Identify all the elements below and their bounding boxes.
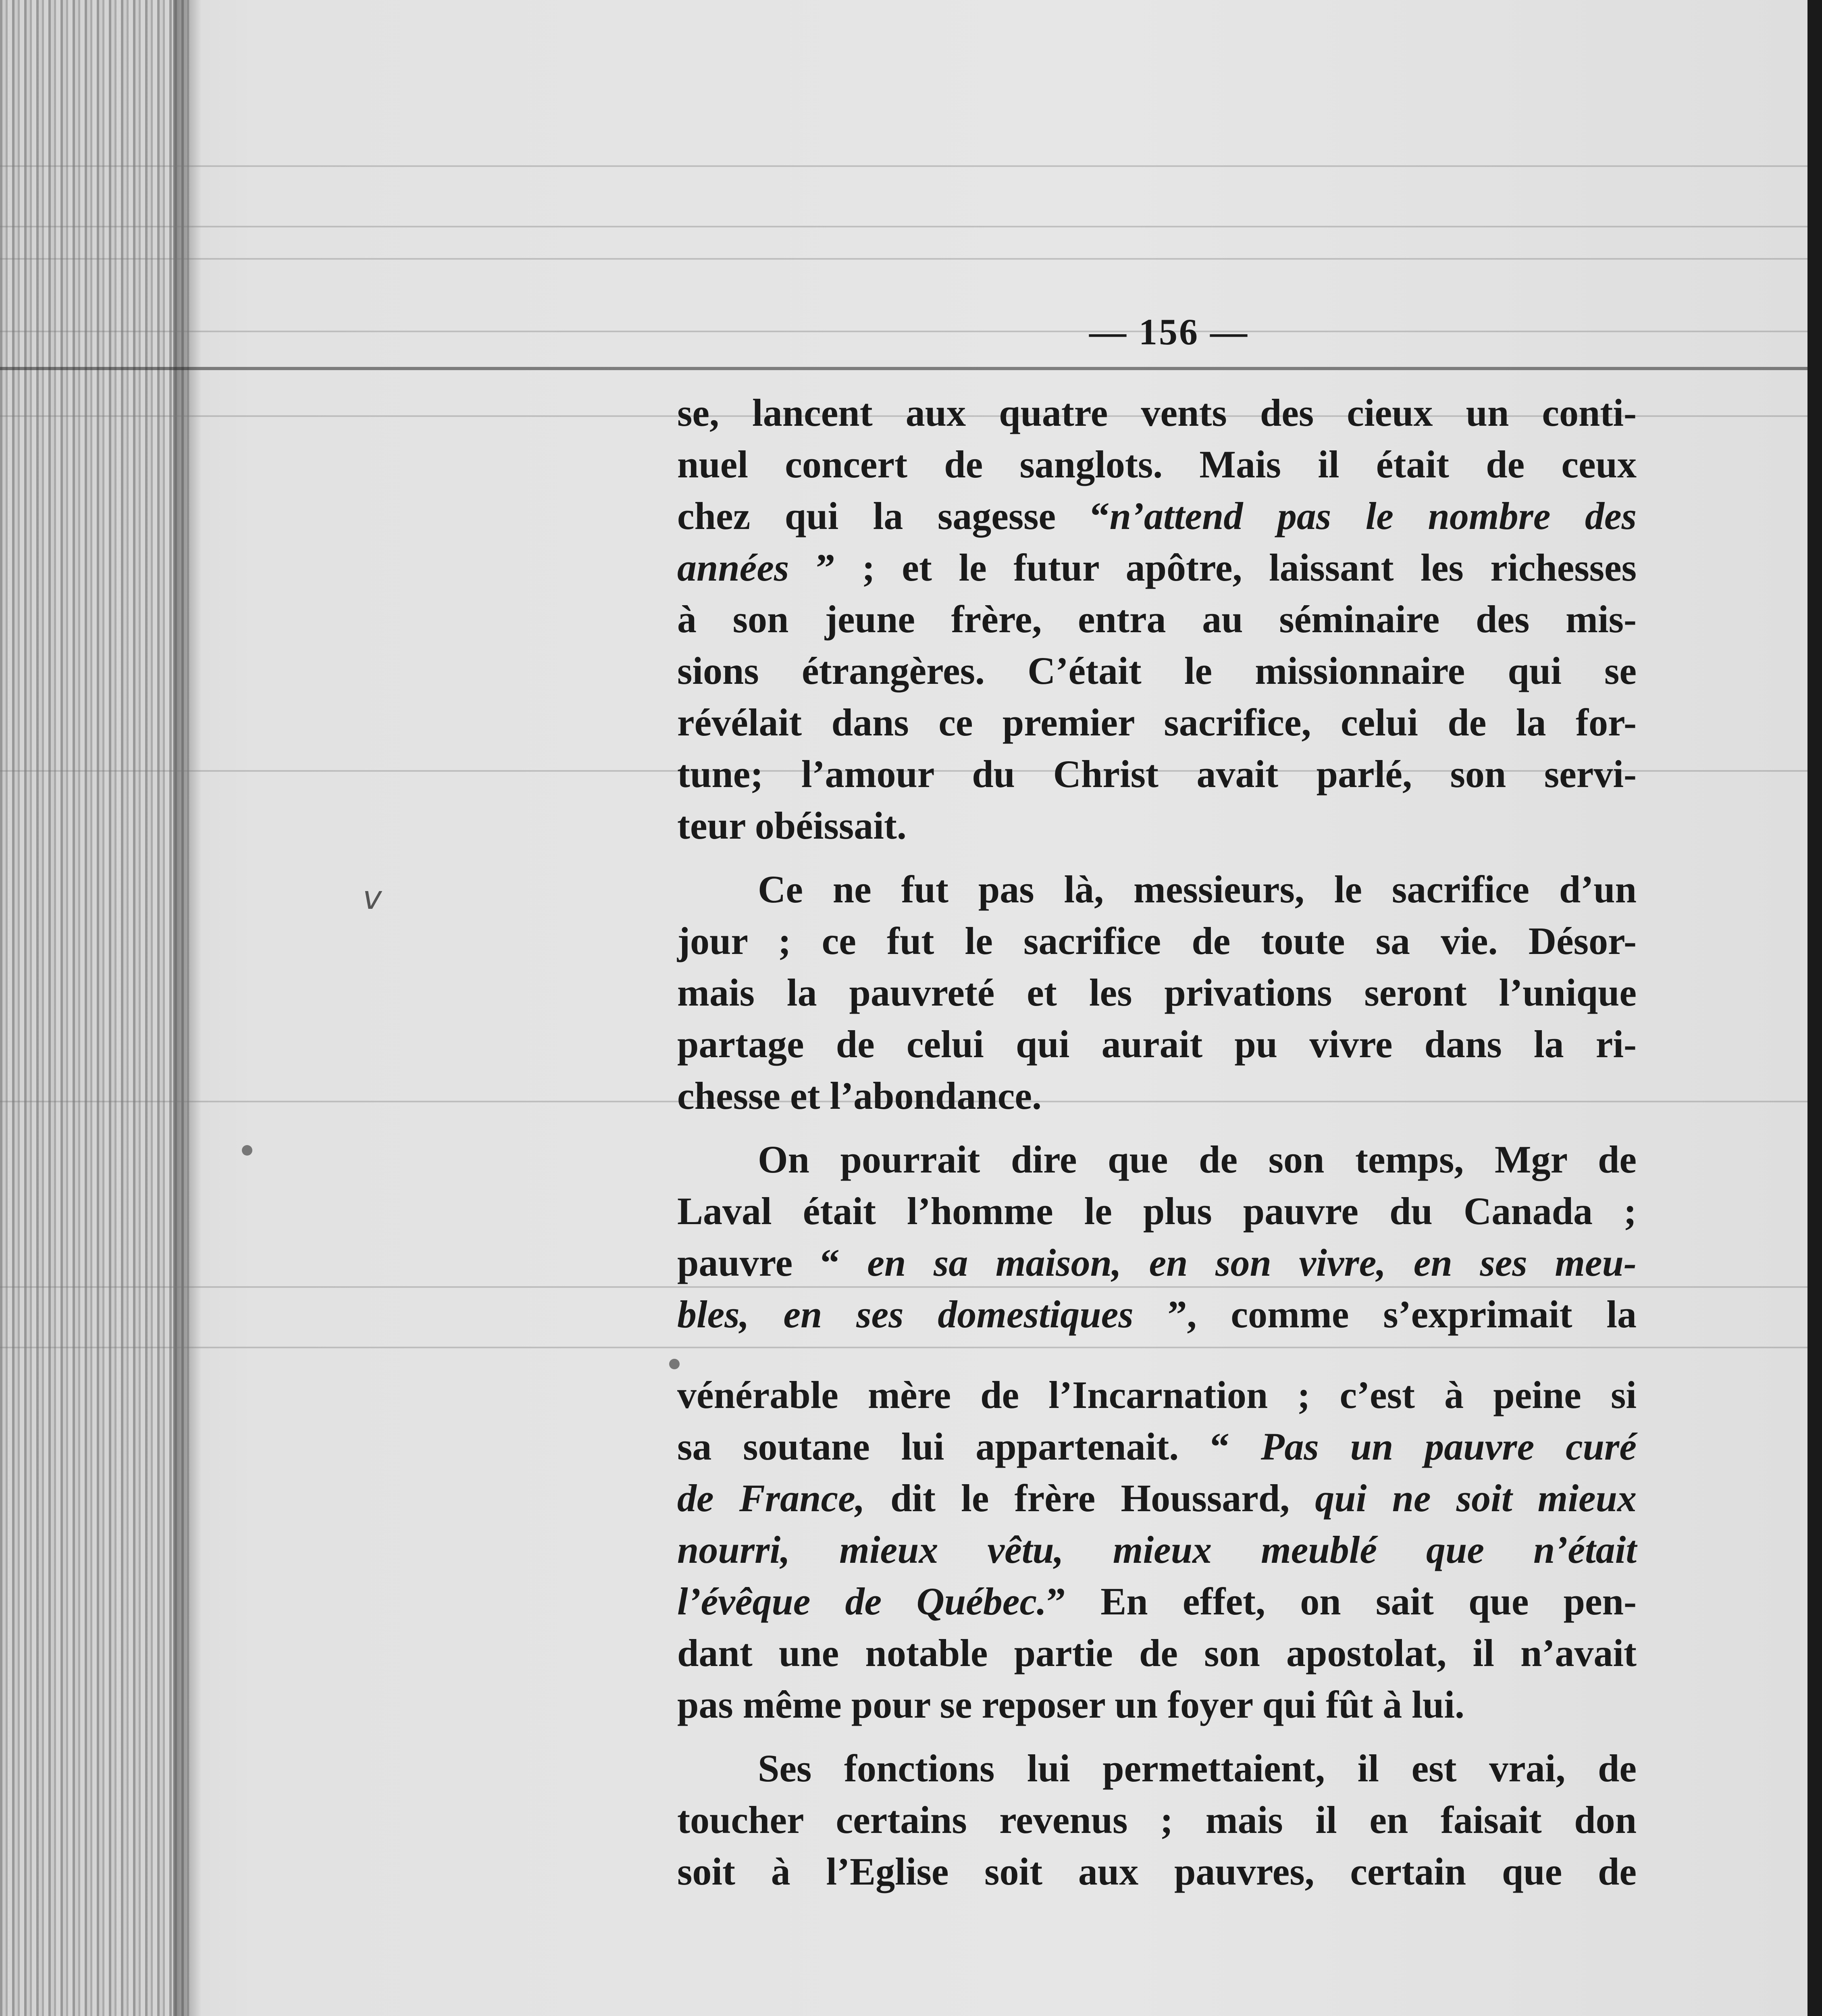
text-run: Laval était l’homme le plus pauvre du Canada ; [677, 1189, 1637, 1233]
text-line [677, 1472, 1637, 1524]
text-run: sions étrangères. C’était le missionnaire qui se [677, 649, 1637, 692]
text-line [677, 748, 1637, 800]
text-line [677, 594, 1637, 645]
italic-text: Pas un pauvre curé [1260, 1425, 1637, 1468]
text-run: ” En effet, on sait que pen- [1046, 1580, 1637, 1623]
text-line [677, 645, 1637, 697]
italic-text: qui ne soit mieux [1315, 1477, 1637, 1520]
italic-text: de France, [677, 1477, 865, 1520]
italic-text: en sa maison, en son vivre, en ses meu- [867, 1241, 1637, 1284]
gutter-shadow [173, 0, 202, 2016]
text-line [677, 1134, 1637, 1185]
italic-text: n’attend pas le nombre des [1109, 494, 1637, 537]
text-run: sa soutane lui appartenait. “ [677, 1425, 1261, 1468]
text-run: révélait dans ce premier sacrifice, celui de la for- [677, 701, 1637, 744]
text-run: vénérable mère de l’Incarnation ; c’est à peine si [677, 1373, 1637, 1416]
text-run: chesse et l’abondance. [677, 1074, 1042, 1117]
text-line [677, 1185, 1637, 1237]
italic-text: l’évêque de Québec. [677, 1580, 1047, 1623]
text-line [677, 697, 1637, 748]
text-line [677, 1846, 1637, 1897]
text-run: tune; l’amour du Christ avait parlé, son servi- [677, 752, 1637, 796]
text-run: dant une notable partie de son apostolat, il n’avait [677, 1631, 1637, 1674]
text-line [677, 967, 1637, 1018]
line-gap [677, 1340, 1637, 1369]
text-line [677, 1743, 1637, 1794]
text-run: Ce ne fut pas là, messieurs, le sacrifice d’un [758, 868, 1637, 911]
text-line [677, 864, 1637, 915]
text-run: soit à l’Eglise soit aux pauvres, certain que de [677, 1850, 1637, 1893]
text-line [677, 1576, 1637, 1627]
text-run: nuel concert de sanglots. Mais il était de ceux [677, 443, 1637, 486]
text-line [677, 1018, 1637, 1070]
text-line [677, 1794, 1637, 1846]
paragraph-gap [677, 1731, 1637, 1743]
text-run: partage de celui qui aurait pu vivre dans la ri- [677, 1023, 1637, 1066]
italic-text: années [677, 546, 789, 589]
scan-streak [0, 226, 1822, 227]
scan-streak [0, 258, 1822, 260]
text-line [677, 1237, 1637, 1289]
text-run: mais la pauvreté et les privations seront l’unique [677, 971, 1637, 1014]
body-text [677, 387, 1637, 1897]
paragraph [677, 864, 1637, 1122]
page-number: — 156 — [1089, 311, 1249, 352]
paragraph-gap [677, 1122, 1637, 1134]
text-line [677, 1421, 1637, 1472]
paragraph [677, 1134, 1637, 1731]
text-line [677, 490, 1637, 542]
text-run: ”, comme s’exprimait la [1133, 1293, 1637, 1336]
text-run: à son jeune frère, entra au séminaire des mis- [677, 598, 1637, 641]
text-line [677, 915, 1637, 967]
text-line [677, 1524, 1637, 1576]
margin-note: v [363, 879, 382, 916]
ink-speck [242, 1145, 252, 1156]
text-run: toucher certains revenus ; mais il en faisait don [677, 1798, 1637, 1841]
italic-text: bles, en ses domestiques [677, 1293, 1134, 1336]
text-line [677, 1679, 1637, 1731]
text-line [677, 387, 1637, 439]
text-run: On pourrait dire que de son temps, Mgr de [758, 1138, 1637, 1181]
text-line [677, 1627, 1637, 1679]
text-line [677, 1369, 1637, 1421]
book-fore-edge [0, 0, 189, 2016]
text-run: pas même pour se reposer un foyer qui fût à lui. [677, 1683, 1464, 1726]
scan-border-right [1807, 0, 1822, 2016]
text-run: teur obéissait. [677, 804, 907, 847]
text-line [677, 542, 1637, 594]
text-line [677, 1289, 1637, 1340]
text-run: se, lancent aux quatre vents des cieux un conti- [677, 391, 1637, 434]
scan-streak [0, 367, 1822, 370]
text-run: pauvre “ [677, 1241, 867, 1284]
text-run: jour ; ce fut le sacrifice de toute sa vie. Désor- [677, 919, 1637, 962]
text-line [677, 439, 1637, 490]
paragraph [677, 1743, 1637, 1897]
italic-text: nourri, mieux vêtu, mieux meublé que n’était [677, 1528, 1637, 1571]
scan-streak [0, 331, 1822, 332]
text-run: ” ; et le futur apôtre, laissant les richesses [789, 546, 1637, 589]
text-run: Ses fonctions lui permettaient, il est vrai, de [758, 1747, 1637, 1790]
paragraph-gap [677, 852, 1637, 864]
text-run: dit le frère Houssard, [865, 1477, 1315, 1520]
paragraph [677, 387, 1637, 852]
text-line [677, 800, 1637, 852]
scan-streak [0, 165, 1822, 167]
text-run: chez qui la sagesse “ [677, 494, 1110, 537]
text-line [677, 1070, 1637, 1122]
